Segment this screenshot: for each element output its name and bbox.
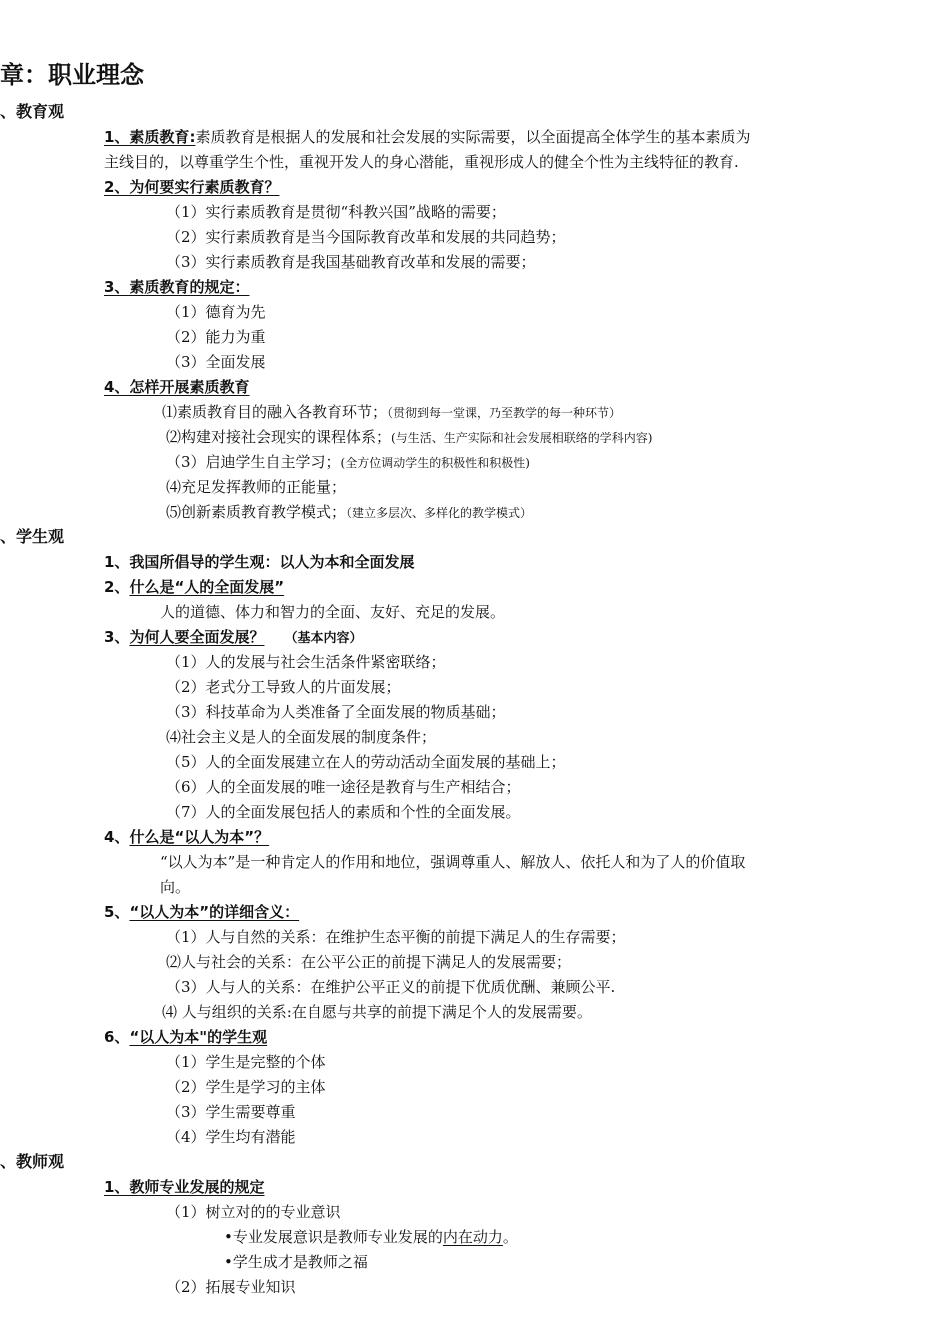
s2-q3-item: （1）人的发展与社会生活条件紧密联络； <box>166 653 446 671</box>
s2-q3-item: （5）人的全面发展建立在人的劳动活动全面发展的基础上； <box>166 753 566 771</box>
item-main: ⑸创新素质教育教学模式； <box>166 503 347 521</box>
item-note: (与生活、生产实际和社会发展相联络的学科内容) <box>391 431 653 445</box>
section-title-student-view: 、学生观 <box>0 527 65 546</box>
s1-q4-item <box>166 451 530 473</box>
s1-q3-label: 3、素质教育的规定： <box>104 278 250 296</box>
s2-q5-heading <box>104 901 299 923</box>
s1-q3-item: （2）能力为重 <box>166 328 266 346</box>
s2-q3-item: （7）人的全面发展包括人的素质和个性的全面发展。 <box>166 803 521 821</box>
s2-q4-heading <box>104 826 269 848</box>
s2-q3-item: （3）科技革命为人类准备了全面发展的物质基础； <box>166 703 506 721</box>
item-main: ⑵构建对接社会现实的课程体系； <box>166 428 392 446</box>
s3-q1-bullet2: •学生成才是教师之福 <box>224 1253 368 1271</box>
s2-q5-item: ⑵人与社会的关系：在公平公正的前提下满足人的发展需要； <box>166 953 572 971</box>
s1-q2-item: （3）实行素质教育是我国基础教育改革和发展的需要； <box>166 253 536 271</box>
s1-q3-item: （3）全面发展 <box>166 353 266 371</box>
s2-q3-item: （6）人的全面发展的唯一途径是教育与生产相结合； <box>166 778 521 796</box>
bullet-emphasis: 内在动力 <box>442 1228 503 1246</box>
s2-q4-text-line1: “以人为本”是一种肯定人的作用和地位，强调尊重人、解放人、依托人和为了人的价值取 <box>160 853 746 871</box>
s2-q1-label: 1、我国所倡导的学生观：以人为本和全面发展 <box>104 553 415 571</box>
s2-q6-item: （1）学生是完整的个体 <box>166 1053 326 1071</box>
s2-q3-label: 为何人要全面发展？ <box>129 628 265 646</box>
s2-q6-item: （3）学生需要尊重 <box>166 1103 296 1121</box>
item-main: （3）启迪学生自主学习； <box>166 453 341 471</box>
s1-q4-item <box>162 401 621 423</box>
s3-q1-sub1: （1）树立对的的专业意识 <box>166 1203 341 1221</box>
s1-q2-item: （1）实行素质教育是贯彻“科教兴国”战略的需要； <box>166 203 506 221</box>
s2-q5-item: （3）人与人的关系：在维护公平正义的前提下优质优酬、兼顾公平. <box>166 978 616 996</box>
section-title-education-view: 、教育观 <box>0 102 65 121</box>
s1-q4-item <box>166 476 346 498</box>
item-note: (全方位调动学生的积极性和积极性) <box>340 456 530 470</box>
s2-q6-item: （2）学生是学习的主体 <box>166 1078 326 1096</box>
item-main: ⑷充足发挥教师的正能量； <box>166 478 347 496</box>
item-note: （建立多层次、多样化的教学模式） <box>346 506 533 520</box>
s2-q5-label: “以人为本”的详细含义： <box>129 903 300 921</box>
s2-q6-item: （4）学生均有潜能 <box>166 1128 296 1146</box>
s1-q2-item: （2）实行素质教育是当今国际教育改革和发展的共同趋势； <box>166 228 566 246</box>
num: 3、 <box>104 628 130 646</box>
s2-q6-heading <box>104 1026 267 1048</box>
num: 6、 <box>104 1028 130 1046</box>
s2-q3-item: （2）老式分工导致人的片面发展； <box>166 678 401 696</box>
s1-q1-text-line2: 主线目的，以尊重学生个性，重视开发人的身心潜能，重视形成人的健全个性为主线特征的教育. <box>104 153 739 171</box>
s1-q4-item <box>166 426 652 448</box>
s3-q1-bullet1 <box>224 1226 518 1248</box>
s1-q4-label: 4、怎样开展素质教育 <box>104 378 250 396</box>
s2-q2-text: 人的道德、体力和智力的全面、友好、充足的发展。 <box>160 603 506 621</box>
s3-q1-label: 1、教师专业发展的规定 <box>104 1178 265 1196</box>
s1-q4-item <box>166 501 532 523</box>
s2-q4-text-line2: 向。 <box>160 878 191 896</box>
s2-q6-label: “以人为本"的学生观 <box>129 1028 268 1046</box>
s1-q1-line1 <box>104 126 750 148</box>
s2-q3-heading <box>104 626 362 648</box>
s2-q3-item: ⑷社会主义是人的全面发展的制度条件； <box>166 728 437 746</box>
s3-q1-sub2: （2）拓展专业知识 <box>166 1278 296 1296</box>
s2-q5-item: （1）人与自然的关系：在维护生态平衡的前提下满足人的生存需要； <box>166 928 626 946</box>
bullet-text: •专业发展意识是教师专业发展的 <box>224 1228 443 1246</box>
chapter-title: 章：职业理念 <box>0 61 144 89</box>
s1-q3-item: （1）德育为先 <box>166 303 266 321</box>
bullet-end: 。 <box>502 1228 518 1246</box>
item-main: ⑴素质教育目的融入各教育环节； <box>162 403 388 421</box>
s2-q2-heading <box>104 576 284 598</box>
num: 5、 <box>104 903 130 921</box>
s1-q1-text-line1: 素质教育是根据人的发展和社会发展的实际需要，以全面提高全体学生的基本素质为 <box>195 128 751 146</box>
section-title-teacher-view: 、教师观 <box>0 1152 65 1171</box>
s2-q4-label: 什么是“以人为本”？ <box>129 828 270 846</box>
num: 2、 <box>104 578 130 596</box>
s2-q5-item: ⑷ 人与组织的关系:在自愿与共享的前提下满足个人的发展需要。 <box>162 1003 592 1021</box>
item-note: （贯彻到每一堂课，乃至教学的每一种环节） <box>387 406 622 420</box>
s1-q1-label: 1、素质教育: <box>104 128 196 146</box>
num: 4、 <box>104 828 130 846</box>
s2-q3-note: （基本内容） <box>284 631 363 646</box>
s2-q2-label: 什么是“人的全面发展” <box>129 578 285 596</box>
s1-q2-label: 2、为何要实行素质教育？ <box>104 178 280 196</box>
